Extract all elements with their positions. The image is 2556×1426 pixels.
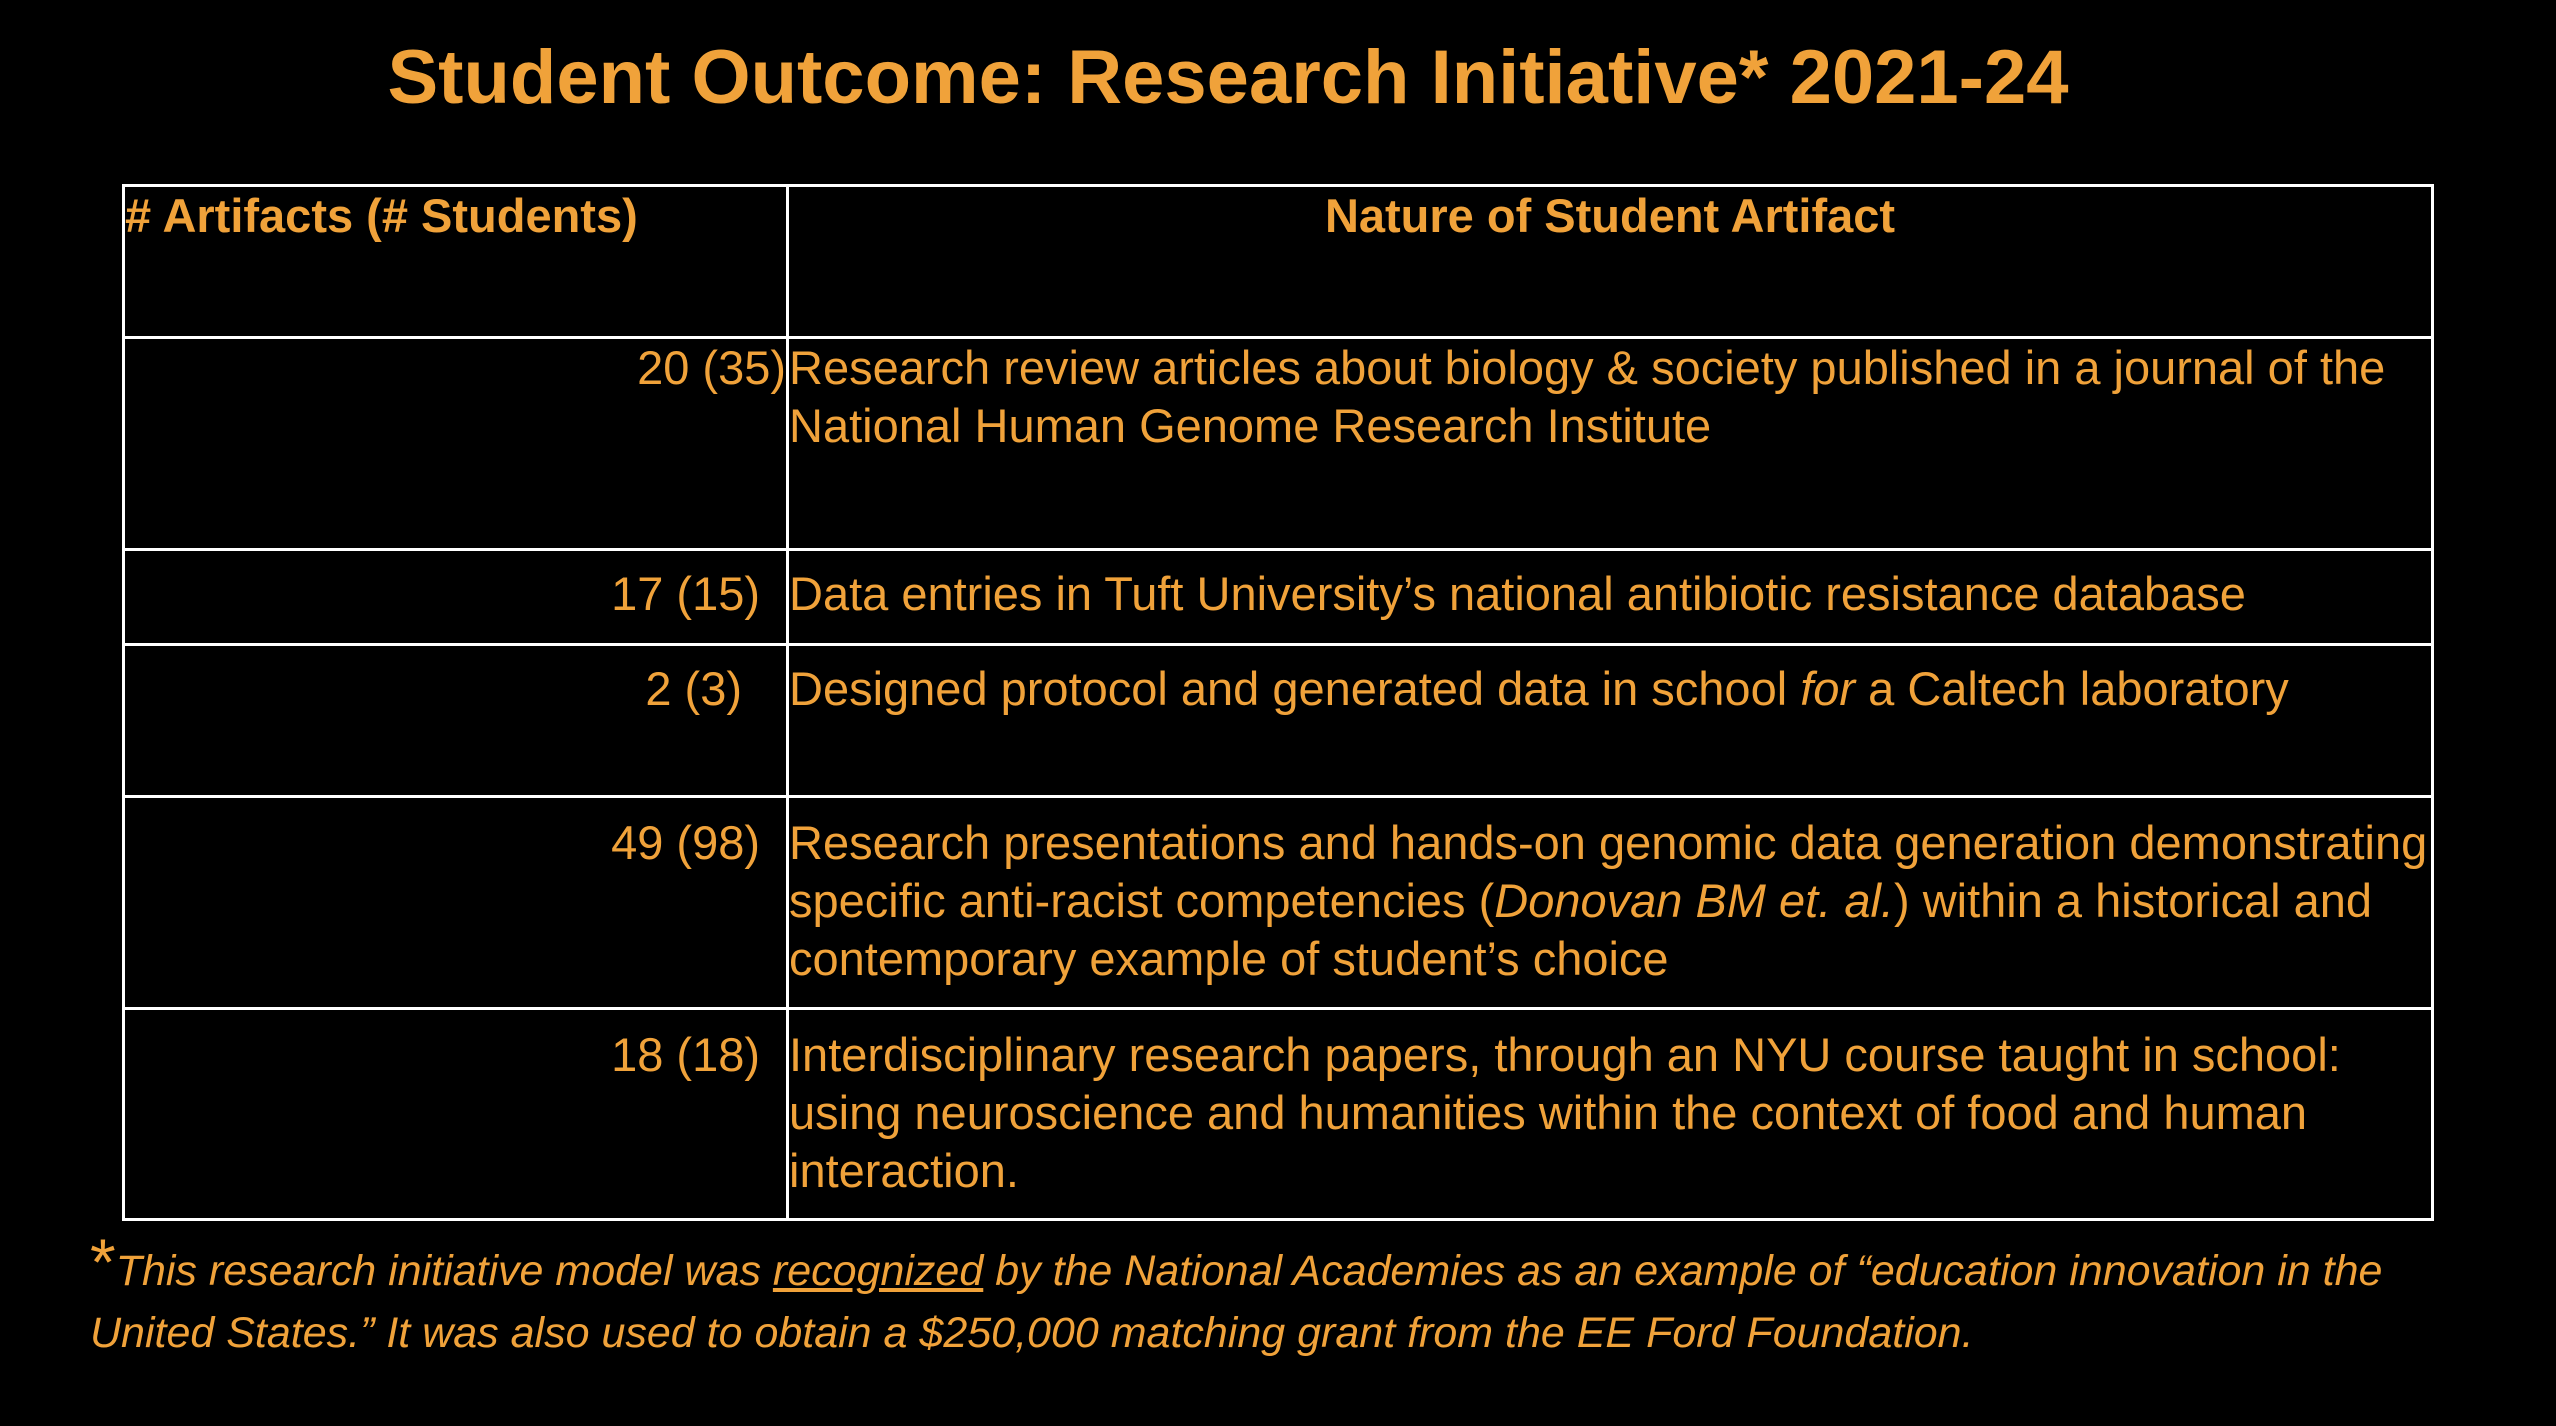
footnote-text: by the National Academies as an example of “education innovation in the United States.” It was also used to obtain a $250,000 matching grant from the EE Ford Foundation. (90, 1247, 2383, 1357)
artifact-count: 20 (35) (124, 338, 788, 550)
footnote-asterisk: * (90, 1225, 116, 1299)
column-header-count: # Artifacts (# Students) (124, 186, 788, 338)
description-text: Designed protocol and generated data in school (789, 662, 1801, 715)
recognized-link[interactable]: recognized (772, 1247, 984, 1295)
table-row (124, 338, 2433, 550)
artifact-description (788, 797, 2433, 1009)
description-emphasis: for (1800, 662, 1856, 715)
citation: Donovan BM et. al. (1494, 874, 1894, 927)
description-text: Research presentations and hands-on genomic data generation demonstrating specific anti-racist competencies ( (789, 816, 2428, 927)
artifact-count: 17 (15) (124, 550, 788, 645)
artifact-description: Research review articles about biology & society published in a journal of the National Human Genome Research Institute (788, 338, 2433, 550)
footnote (90, 1225, 2510, 1364)
artifact-count: 18 (18) (124, 1009, 788, 1220)
artifact-count: 2 (3) (124, 645, 788, 797)
artifact-description: Interdisciplinary research papers, through an NYU course taught in school: using neuroscience and humanities within the context of food and human interaction. (788, 1009, 2433, 1220)
description-text: ) within a historical and contemporary example of student’s choice (789, 874, 2373, 985)
table-row (124, 1009, 2433, 1220)
artifact-description: Data entries in Tuft University’s national antibiotic resistance database (788, 550, 2433, 645)
artifact-description (788, 645, 2433, 797)
table-row (124, 797, 2433, 1009)
table-row (124, 550, 2433, 645)
footnote-text: This research initiative model was (115, 1247, 773, 1295)
artifact-count: 49 (98) (124, 797, 788, 1009)
page-title: Student Outcome: Research Initiative* 2021-24 (387, 35, 2069, 120)
table-row (124, 645, 2433, 797)
outcomes-table (122, 184, 2434, 1221)
table-header-row (124, 186, 2433, 338)
column-header-nature: Nature of Student Artifact (788, 186, 2433, 338)
description-text: a Caltech laboratory (1855, 662, 2289, 715)
